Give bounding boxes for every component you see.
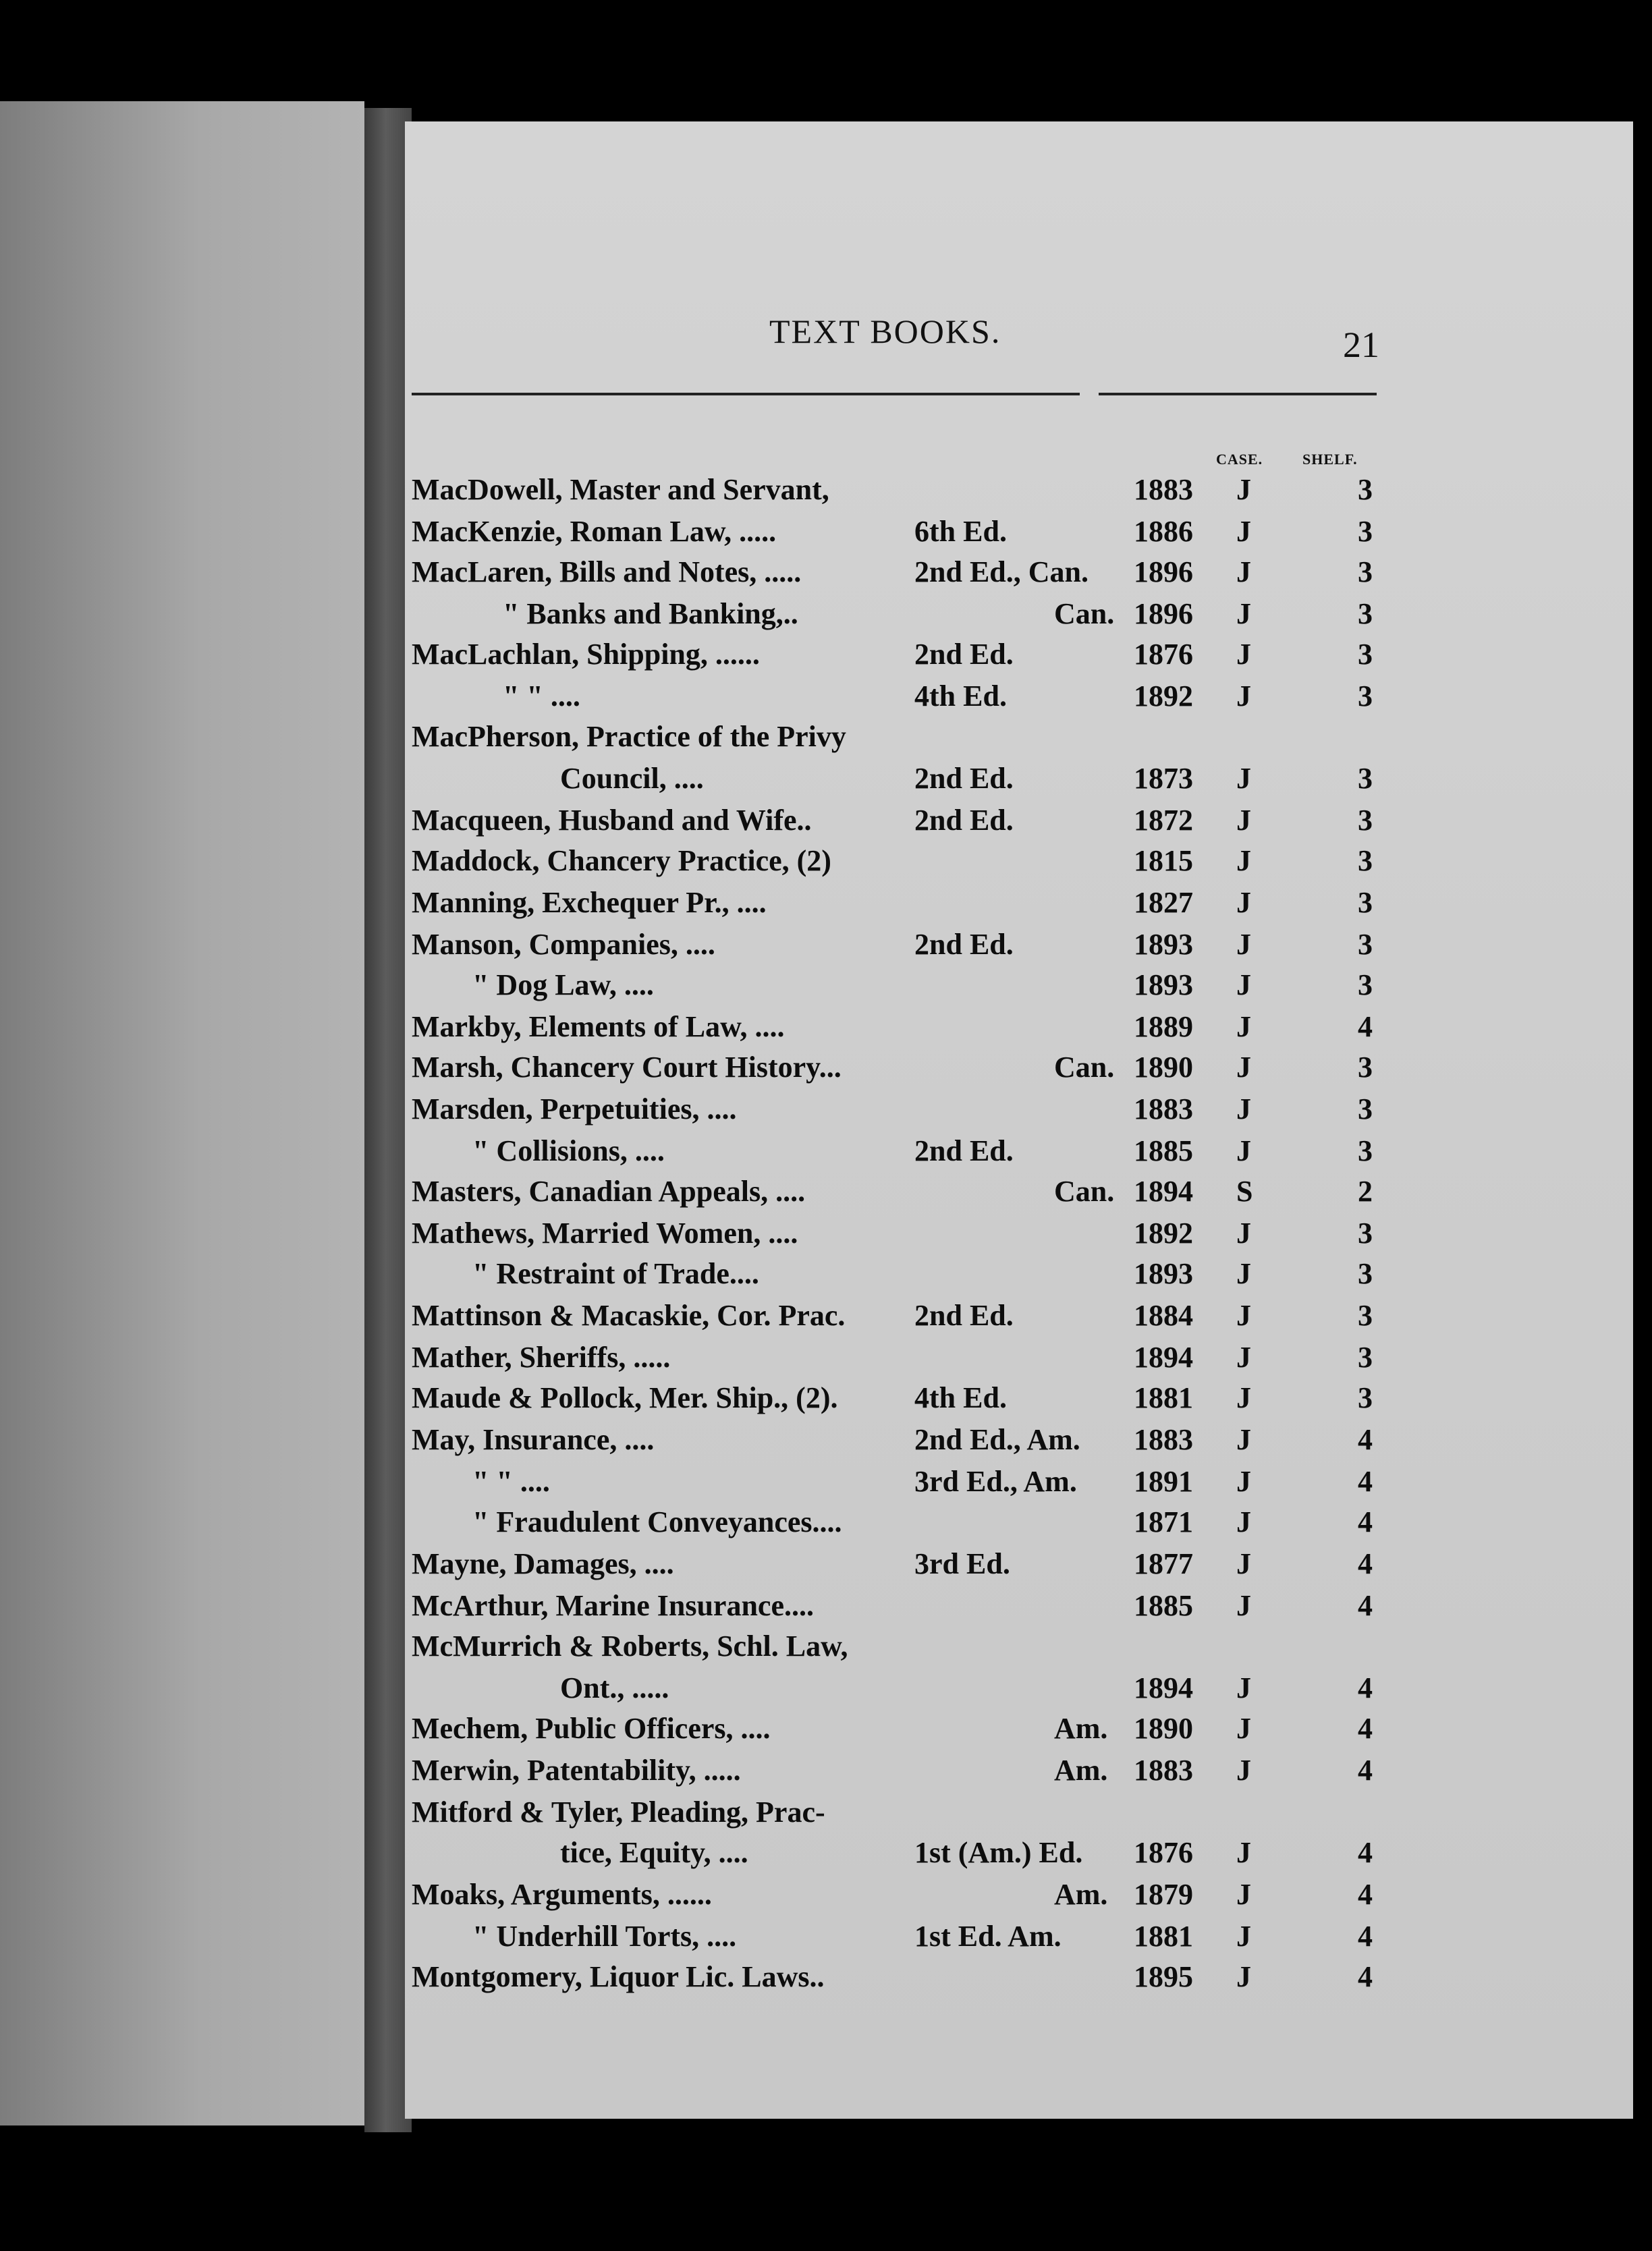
book-title: Mechem, Public Officers, .... bbox=[412, 1712, 771, 1745]
region-note: Am. bbox=[1054, 1754, 1108, 1787]
catalogue-row bbox=[0, 1174, 1652, 1216]
case-letter: J bbox=[1236, 1381, 1251, 1414]
catalogue-row bbox=[0, 555, 1652, 596]
case-letter: S bbox=[1236, 1175, 1253, 1208]
catalogue-row bbox=[0, 1092, 1652, 1134]
shelf-number: 4 bbox=[1358, 1836, 1373, 1869]
shelf-number: 3 bbox=[1358, 597, 1373, 630]
case-letter: J bbox=[1236, 1217, 1251, 1250]
shelf-number: 3 bbox=[1358, 679, 1373, 713]
shelf-number: 3 bbox=[1358, 473, 1373, 506]
edition: 1st (Am.) Ed. bbox=[914, 1836, 1083, 1869]
catalogue-row bbox=[0, 1919, 1652, 1961]
year: 1876 bbox=[1134, 638, 1193, 671]
shelf-number: 3 bbox=[1358, 638, 1373, 671]
year: 1894 bbox=[1134, 1671, 1193, 1704]
year: 1881 bbox=[1134, 1920, 1193, 1953]
book-title: Markby, Elements of Law, .... bbox=[412, 1010, 785, 1043]
year: 1894 bbox=[1134, 1175, 1193, 1208]
shelf-number: 4 bbox=[1358, 1712, 1373, 1745]
year: 1815 bbox=[1134, 844, 1193, 877]
book-title: Mayne, Damages, .... bbox=[412, 1547, 674, 1580]
case-letter: J bbox=[1236, 1465, 1251, 1498]
catalogue-row bbox=[0, 968, 1652, 1009]
year: 1885 bbox=[1134, 1589, 1193, 1622]
catalogue-row bbox=[0, 1547, 1652, 1588]
edition: 3rd Ed., Am. bbox=[914, 1465, 1077, 1498]
shelf-number: 3 bbox=[1358, 1381, 1373, 1414]
catalogue-row bbox=[0, 1134, 1652, 1175]
edition: 2nd Ed., Am. bbox=[914, 1423, 1080, 1456]
shelf-number: 3 bbox=[1358, 886, 1373, 919]
case-letter: J bbox=[1236, 1257, 1251, 1290]
case-letter: J bbox=[1236, 679, 1251, 713]
book-title: McMurrich & Roberts, Schl. Law, bbox=[412, 1630, 848, 1663]
case-letter: J bbox=[1236, 1547, 1251, 1580]
book-title: Council, .... bbox=[560, 762, 704, 795]
book-title: Mattinson & Macaskie, Cor. Prac. bbox=[412, 1299, 846, 1332]
shelf-number: 4 bbox=[1358, 1505, 1373, 1538]
year: 1895 bbox=[1134, 1960, 1193, 1993]
catalogue-row bbox=[0, 843, 1652, 885]
book-title: Moaks, Arguments, ...... bbox=[412, 1878, 712, 1911]
shelf-number: 3 bbox=[1358, 804, 1373, 837]
case-letter: J bbox=[1236, 1754, 1251, 1787]
region-note: Can. bbox=[1054, 1175, 1115, 1208]
shelf-number: 4 bbox=[1358, 1423, 1373, 1456]
case-letter: J bbox=[1236, 886, 1251, 919]
book-title: " Collisions, .... bbox=[472, 1134, 665, 1167]
case-letter: J bbox=[1236, 762, 1251, 795]
case-letter: J bbox=[1236, 1299, 1251, 1332]
year: 1891 bbox=[1134, 1465, 1193, 1498]
book-title: MacLachlan, Shipping, ...... bbox=[412, 638, 760, 671]
year: 1876 bbox=[1134, 1836, 1193, 1869]
edition: 4th Ed. bbox=[914, 1381, 1007, 1414]
page-number: 21 bbox=[1343, 325, 1379, 365]
book-title: " Banks and Banking,.. bbox=[503, 597, 798, 630]
catalogue-row bbox=[0, 927, 1652, 969]
year: 1885 bbox=[1134, 1134, 1193, 1167]
catalogue-row bbox=[0, 679, 1652, 721]
catalogue-row bbox=[0, 1588, 1652, 1630]
year: 1873 bbox=[1134, 762, 1193, 795]
case-letter: J bbox=[1236, 1092, 1251, 1126]
year: 1872 bbox=[1134, 804, 1193, 837]
book-title: Marsden, Perpetuities, .... bbox=[412, 1092, 737, 1126]
shelf-number: 4 bbox=[1358, 1754, 1373, 1787]
shelf-number: 3 bbox=[1358, 968, 1373, 1001]
year: 1894 bbox=[1134, 1341, 1193, 1374]
shelf-number: 4 bbox=[1358, 1589, 1373, 1622]
case-letter: J bbox=[1236, 1051, 1251, 1084]
region-note: Can. bbox=[1054, 597, 1115, 630]
catalogue-row bbox=[0, 1753, 1652, 1795]
book-title: Mitford & Tyler, Pleading, Prac- bbox=[412, 1796, 825, 1829]
catalogue-row bbox=[0, 1877, 1652, 1919]
shelf-number: 3 bbox=[1358, 1134, 1373, 1167]
year: 1883 bbox=[1134, 1092, 1193, 1126]
book-title: " " .... bbox=[472, 1465, 550, 1498]
book-title: Ont., ..... bbox=[560, 1671, 669, 1704]
shelf-number: 3 bbox=[1358, 1341, 1373, 1374]
book-title: May, Insurance, .... bbox=[412, 1423, 655, 1456]
shelf-number: 4 bbox=[1358, 1920, 1373, 1953]
year: 1883 bbox=[1134, 1754, 1193, 1787]
year: 1892 bbox=[1134, 679, 1193, 713]
book-title: Marsh, Chancery Court History... bbox=[412, 1051, 842, 1084]
shelf-number: 2 bbox=[1358, 1175, 1373, 1208]
catalogue-row bbox=[0, 514, 1652, 556]
book-title: " Underhill Torts, .... bbox=[472, 1920, 737, 1953]
region-note: Can. bbox=[1054, 1051, 1115, 1084]
case-letter: J bbox=[1236, 1010, 1251, 1043]
shelf-number: 4 bbox=[1358, 1878, 1373, 1911]
catalogue-row bbox=[0, 637, 1652, 679]
case-letter: J bbox=[1236, 1878, 1251, 1911]
header-rule-left bbox=[412, 393, 1080, 395]
shelf-number: 3 bbox=[1358, 762, 1373, 795]
case-letter: J bbox=[1236, 1960, 1251, 1993]
shelf-number: 3 bbox=[1358, 1092, 1373, 1126]
case-letter: J bbox=[1236, 473, 1251, 506]
catalogue-row bbox=[0, 885, 1652, 927]
region-note: Am. bbox=[1054, 1712, 1108, 1745]
catalogue-row bbox=[0, 1050, 1652, 1092]
catalogue-row bbox=[0, 472, 1652, 514]
book-title: MacDowell, Master and Servant, bbox=[412, 473, 829, 506]
catalogue-row bbox=[0, 1009, 1652, 1051]
year: 1879 bbox=[1134, 1878, 1193, 1911]
catalogue-row bbox=[0, 1216, 1652, 1258]
case-letter: J bbox=[1236, 928, 1251, 961]
shelf-number: 4 bbox=[1358, 1547, 1373, 1580]
edition: 2nd Ed. bbox=[914, 1299, 1014, 1332]
case-letter: J bbox=[1236, 555, 1251, 588]
case-letter: J bbox=[1236, 1920, 1251, 1953]
shelf-number: 4 bbox=[1358, 1960, 1373, 1993]
year: 1886 bbox=[1134, 515, 1193, 548]
case-letter: J bbox=[1236, 597, 1251, 630]
year: 1896 bbox=[1134, 555, 1193, 588]
catalogue-row bbox=[0, 1505, 1652, 1547]
year: 1893 bbox=[1134, 1257, 1193, 1290]
book-title: Mathews, Married Women, .... bbox=[412, 1217, 798, 1250]
edition: 3rd Ed. bbox=[914, 1547, 1010, 1580]
year: 1896 bbox=[1134, 597, 1193, 630]
edition: 4th Ed. bbox=[914, 679, 1007, 713]
shelf-number: 3 bbox=[1358, 928, 1373, 961]
shelf-number: 3 bbox=[1358, 1051, 1373, 1084]
book-title: MacPherson, Practice of the Privy bbox=[412, 720, 846, 753]
edition: 2nd Ed. bbox=[914, 1134, 1014, 1167]
book-title: McArthur, Marine Insurance.... bbox=[412, 1589, 814, 1622]
case-letter: J bbox=[1236, 1712, 1251, 1745]
edition: 2nd Ed. bbox=[914, 804, 1014, 837]
shelf-number: 3 bbox=[1358, 1257, 1373, 1290]
shelf-number: 4 bbox=[1358, 1465, 1373, 1498]
header-rule-right bbox=[1099, 393, 1377, 395]
catalogue-row bbox=[0, 1671, 1652, 1713]
catalogue-row bbox=[0, 803, 1652, 845]
region-note: Am. bbox=[1054, 1878, 1108, 1911]
case-letter: J bbox=[1236, 1589, 1251, 1622]
case-letter: J bbox=[1236, 1341, 1251, 1374]
catalogue-row bbox=[0, 596, 1652, 638]
book-title: Macqueen, Husband and Wife.. bbox=[412, 804, 812, 837]
case-letter: J bbox=[1236, 638, 1251, 671]
case-letter: J bbox=[1236, 515, 1251, 548]
book-title: Merwin, Patentability, ..... bbox=[412, 1754, 741, 1787]
case-letter: J bbox=[1236, 1671, 1251, 1704]
year: 1890 bbox=[1134, 1051, 1193, 1084]
catalogue-row bbox=[0, 1629, 1652, 1671]
catalogue-row bbox=[0, 1298, 1652, 1340]
catalogue-row bbox=[0, 761, 1652, 803]
book-title: Mather, Sheriffs, ..... bbox=[412, 1341, 671, 1374]
catalogue-row bbox=[0, 1960, 1652, 2001]
catalogue-row bbox=[0, 1464, 1652, 1506]
book-title: MacKenzie, Roman Law, ..... bbox=[412, 515, 777, 548]
catalogue-row bbox=[0, 1711, 1652, 1753]
shelf-number: 4 bbox=[1358, 1010, 1373, 1043]
book-title: Montgomery, Liquor Lic. Laws.. bbox=[412, 1960, 825, 1993]
case-letter: J bbox=[1236, 1505, 1251, 1538]
catalogue-row bbox=[0, 1256, 1652, 1298]
year: 1883 bbox=[1134, 1423, 1193, 1456]
book-title: Masters, Canadian Appeals, .... bbox=[412, 1175, 806, 1208]
year: 1893 bbox=[1134, 928, 1193, 961]
edition: 2nd Ed., Can. bbox=[914, 555, 1089, 588]
book-title: " Fraudulent Conveyances.... bbox=[472, 1505, 842, 1538]
edition: 6th Ed. bbox=[914, 515, 1007, 548]
shelf-number: 3 bbox=[1358, 515, 1373, 548]
catalogue-row bbox=[0, 1835, 1652, 1877]
book-title: " Dog Law, .... bbox=[472, 968, 654, 1001]
book-title: Manson, Companies, .... bbox=[412, 928, 715, 961]
catalogue-row bbox=[0, 1795, 1652, 1837]
column-header-shelf: SHELF. bbox=[1302, 451, 1358, 468]
edition: 2nd Ed. bbox=[914, 762, 1014, 795]
catalogue-row bbox=[0, 1422, 1652, 1464]
book-title: Maddock, Chancery Practice, (2) bbox=[412, 844, 831, 877]
edition: 2nd Ed. bbox=[914, 928, 1014, 961]
shelf-number: 3 bbox=[1358, 1299, 1373, 1332]
case-letter: J bbox=[1236, 1134, 1251, 1167]
shelf-number: 4 bbox=[1358, 1671, 1373, 1704]
shelf-number: 3 bbox=[1358, 1217, 1373, 1250]
case-letter: J bbox=[1236, 1836, 1251, 1869]
case-letter: J bbox=[1236, 968, 1251, 1001]
case-letter: J bbox=[1236, 844, 1251, 877]
book-title: " " .... bbox=[503, 679, 580, 713]
catalogue-row bbox=[0, 719, 1652, 761]
year: 1884 bbox=[1134, 1299, 1193, 1332]
catalogue-row bbox=[0, 1340, 1652, 1382]
column-header-case: CASE. bbox=[1216, 451, 1263, 468]
book-title: tice, Equity, .... bbox=[560, 1836, 748, 1869]
case-letter: J bbox=[1236, 1423, 1251, 1456]
edition: 2nd Ed. bbox=[914, 638, 1014, 671]
year: 1893 bbox=[1134, 968, 1193, 1001]
edition: 1st Ed. Am. bbox=[914, 1920, 1062, 1953]
year: 1827 bbox=[1134, 886, 1193, 919]
year: 1889 bbox=[1134, 1010, 1193, 1043]
shelf-number: 3 bbox=[1358, 844, 1373, 877]
catalogue-row bbox=[0, 1381, 1652, 1422]
year: 1871 bbox=[1134, 1505, 1193, 1538]
year: 1883 bbox=[1134, 473, 1193, 506]
book-title: Manning, Exchequer Pr., .... bbox=[412, 886, 767, 919]
year: 1881 bbox=[1134, 1381, 1193, 1414]
page-title: TEXT BOOKS. bbox=[769, 312, 1001, 350]
year: 1892 bbox=[1134, 1217, 1193, 1250]
year: 1890 bbox=[1134, 1712, 1193, 1745]
book-title: MacLaren, Bills and Notes, ..... bbox=[412, 555, 802, 588]
case-letter: J bbox=[1236, 804, 1251, 837]
shelf-number: 3 bbox=[1358, 555, 1373, 588]
book-title: " Restraint of Trade.... bbox=[472, 1257, 759, 1290]
year: 1877 bbox=[1134, 1547, 1193, 1580]
book-title: Maude & Pollock, Mer. Ship., (2). bbox=[412, 1381, 838, 1414]
